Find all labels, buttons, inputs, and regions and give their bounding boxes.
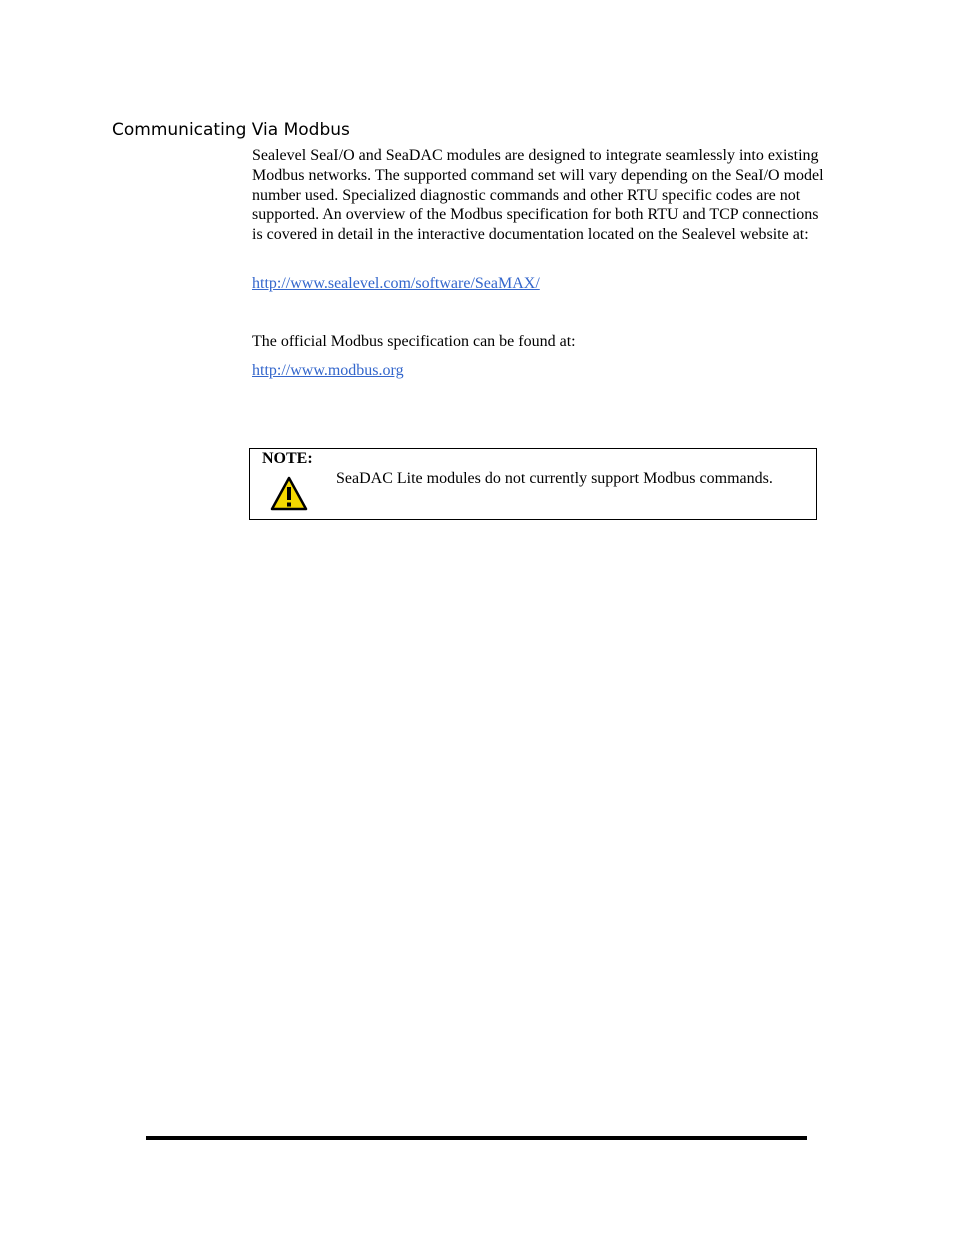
warning-icon [270, 476, 308, 511]
spec-paragraph: The official Modbus specification can be found at: [252, 333, 576, 350]
section-heading: Communicating Via Modbus [112, 120, 350, 140]
note-text: SeaDAC Lite modules do not currently support Modbus commands. [336, 470, 773, 487]
footer-rule [146, 1136, 807, 1140]
seamax-link-paragraph [252, 274, 832, 294]
modbus-link[interactable]: http://www.modbus.org [252, 362, 404, 379]
intro-paragraph: Sealevel SeaI/O and SeaDAC modules are designed to integrate seamlessly into existing Modbus networks. The supported command set will vary depending on the SeaI/O model number used. Specialized diagnostic commands and other RTU specific codes are not supported. An overview of the Modbus specification for both RTU and TCP connections is covered in detail in the interactive documentation located on the Sealevel website at: [252, 147, 824, 244]
note-box [249, 448, 817, 520]
modbus-link-paragraph [252, 361, 832, 381]
seamax-link[interactable]: http://www.sealevel.com/software/SeaMAX/ [252, 275, 540, 292]
note-label: NOTE: [262, 450, 313, 467]
